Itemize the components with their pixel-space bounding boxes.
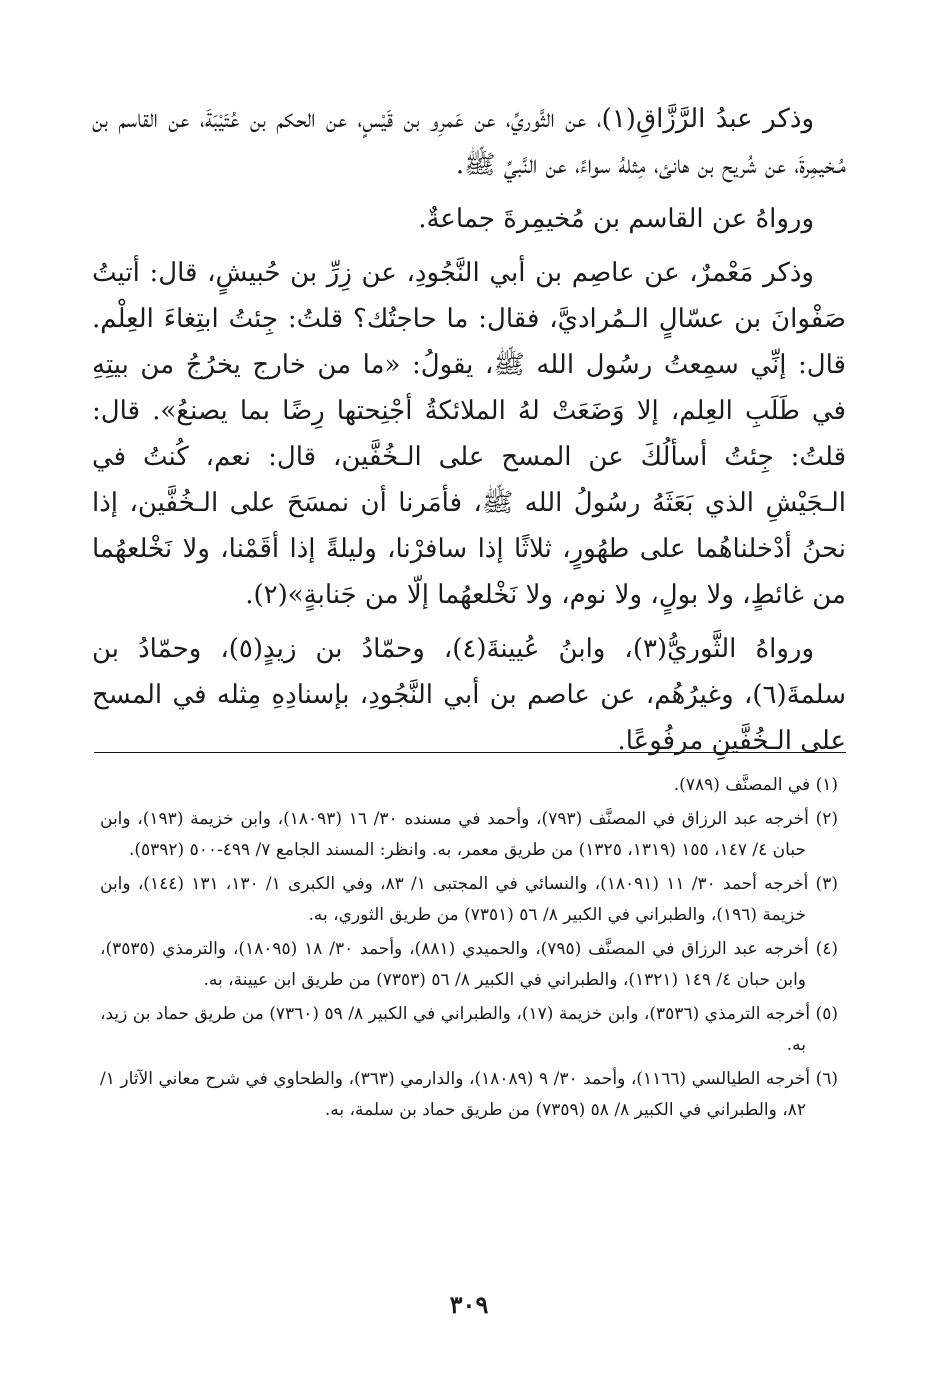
footnote-1: (١) في المصنَّف (٧٨٩).: [673, 775, 838, 795]
page-number: ٣٠٩: [449, 1290, 489, 1319]
footnote-5: (٥) أخرجه الترمذي (٣٥٣٦)، وابن خزيمة (١٧)، والطبراني في الكبير ٨/ ٥٩ (٧٣٦٠) من طريق حماد بن زيد، به.: [100, 1004, 838, 1055]
paragraph-1: وذكر عبدُ الرَّزَّاقِ(١)، عن الثَّوريِّ، عن عَمرِو بن قَيْسٍ، عن الحكم بن عُتَيْبَةَ، عن القاسم بن مُـخيمِرةَ، عن شُريح بن هانئ، مِثلهُ سواءً، عن النَّبيِّ ﷺ.: [92, 104, 846, 180]
footnote-2: (٢) أخرجه عبد الرزاق في المصنَّف (٧٩٣)، وأحمد في مسنده ٣٠/ ١٦ (١٨٠٩٣)، وابن خزيمة (١٩٣)، وابن حبان ٤/ ١٤٧، ١٥٥ (١٣١٩، ١٣٢٥) من طريق معمر، به. وانظر: المسند الجامع ٧/ ٤٩٩-٥٠٠ (٥٣٩٢).: [100, 809, 838, 860]
footnote-divider: [94, 752, 846, 753]
footnote-4: (٤) أخرجه عبد الرزاق في المصنَّف (٧٩٥)، والحميدي (٨٨١)، وأحمد ٣٠/ ١٨ (١٨٠٩٥)، والترمذي (٣٥٣٥)، وابن حبان ٤/ ١٤٩ (١٣٢١)، والطبراني في الكبير ٨/ ٥٦ (٧٣٥٣) من طريق ابن عيينة، به.: [100, 939, 838, 990]
footnotes: [100, 770, 838, 1129]
paragraph-3: وذكر مَعْمرٌ، عن عاصِم بن أبي النَّجُودِ، عن زِرِّ بن حُبيشٍ، قال: أتيتُ صَفْوانَ بن عسّالٍ الـمُراديَّ، فقال: ما حاجتُك؟ قلتُ: جِئتُ ابتِغاءَ العِلْم. قال: إنِّي سمِعتُ رسُول الله ﷺ، يقولُ: «ما من خارج يخرُجُ من بيتِهِ في طَلَبِ العِلم، إلا وَضَعَتْ لهُ الملائكةُ أجْنِحتها رِضًا بما يصنعُ». قال: قلتُ: جِئتُ أسألُكَ عن المسح على الـخُفَّين، قال: نعم، كُنتُ في الـجَيْشِ الذي بَعَثَهُ رسُولُ الله ﷺ، فأمَرنا أن نمسَحَ على الـخُفَّين، إذا نحنُ أدْخلناهُما على طهُورٍ، ثلاثًا إذا سافرْنا، وليلةً إذا أقَمْنا، ولا نَخْلعهُما من غائطٍ، ولا بولٍ، ولا نوم، ولا نَخْلعهُما إلّا من جَنابةٍ»(٢).: [92, 258, 846, 610]
paragraph-2: ورواهُ عن القاسم بن مُخيمِرةَ جماعةٌ.: [418, 204, 814, 234]
footnote-3: (٣) أخرجه أحمد ٣٠/ ١١ (١٨٠٩١)، والنسائي في المجتبى ١/ ٨٣، وفي الكبرى ١/ ١٣٠، ١٣١ (١٤٤)، وابن خزيمة (١٩٦)، والطبراني في الكبير ٨/ ٥٦ (٧٣٥١) من طريق الثوري، به.: [100, 874, 838, 925]
main-text: [92, 96, 846, 764]
footnote-6: (٦) أخرجه الطيالسي (١١٦٦)، وأحمد ٣٠/ ٩ (١٨٠٨٩)، والدارمي (٣٦٣)، والطحاوي في شرح معاني الآثار ١/ ٨٢، والطبراني في الكبير ٨/ ٥٨ (٧٣٥٩) من طريق حماد بن سلمة، به.: [100, 1069, 838, 1120]
paragraph-4: ورواهُ الثَّوريُّ(٣)، وابنُ عُيينةَ(٤)، وحمّادُ بن زيدٍ(٥)، وحمّادُ بن سلمةَ(٦)، وغيرُهُم، عن عاصم بن أبي النَّجُودِ، بإسنادِهِ مِثله في المسح على الـخُفَّينِ مرفُوعًا.: [92, 634, 846, 756]
